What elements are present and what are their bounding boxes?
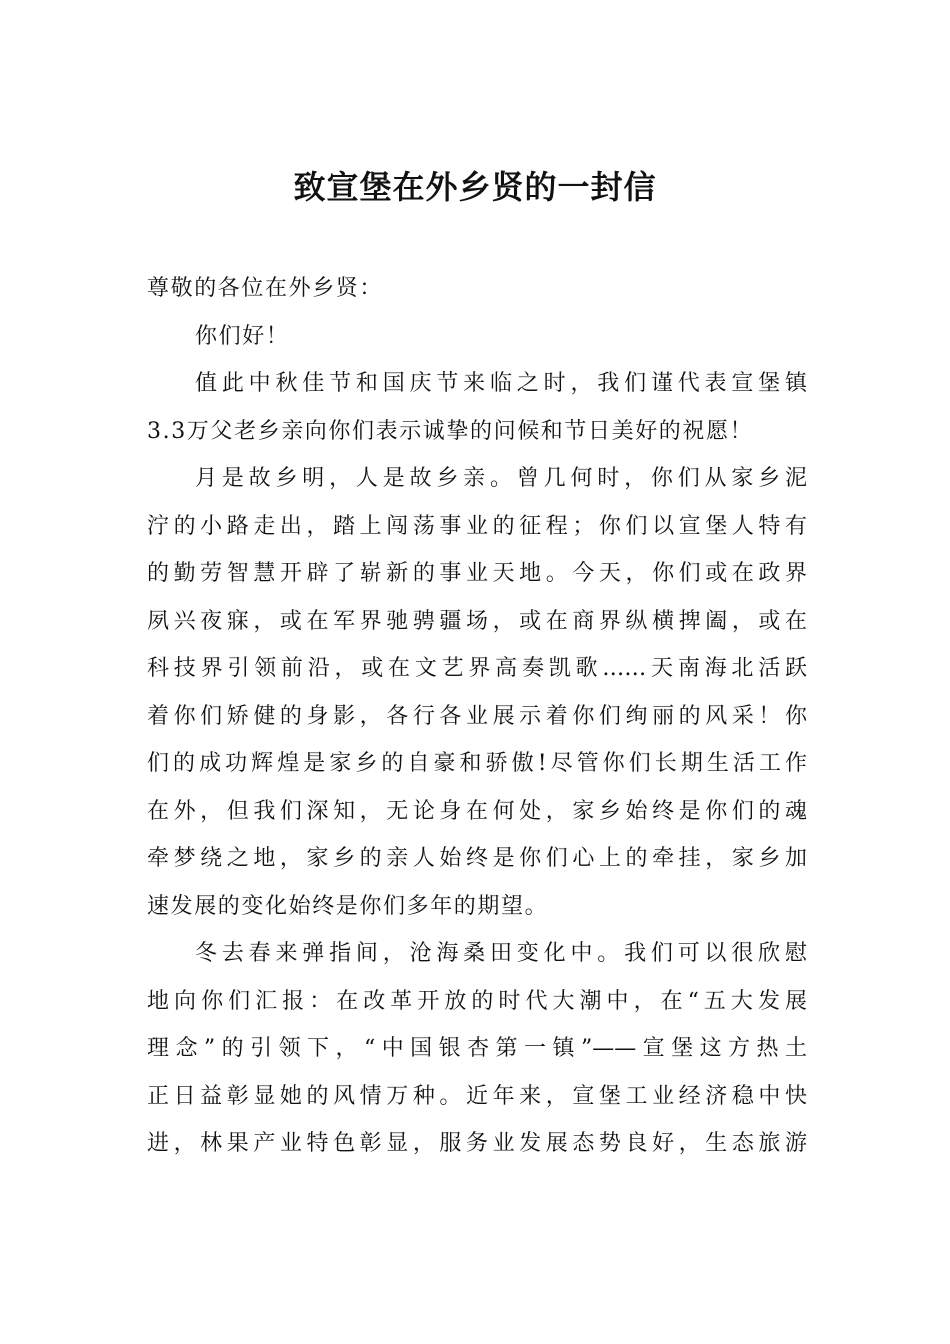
paragraph-3-line-7: 们的成功辉煌是家乡的自豪和骄傲!尽管你们长期生活工作 xyxy=(147,751,807,776)
paragraph-4-line-5: 进，林果产业特色彰显，服务业发展态势良好，生态旅游 xyxy=(147,1131,807,1156)
paragraph-4-line-2: 地向你们汇报：在改革开放的时代大潮中，在“五大发展 xyxy=(147,988,807,1014)
letter-body xyxy=(147,265,807,1168)
paragraph-3-line-10: 速发展的变化始终是你们多年的期望。 xyxy=(147,893,549,919)
paragraph-1-line-1: 你们好！ xyxy=(195,323,290,349)
paragraph-3-line-5: 科技界引领前沿，或在文艺界高奏凯歌……天南海北活跃 xyxy=(147,656,807,681)
paragraph-3-line-1: 月是故乡明，人是故乡亲。曾几何时，你们从家乡泥 xyxy=(195,466,807,491)
paragraph-3-line-9: 牵梦绕之地，家乡的亲人始终是你们心上的牵挂，家乡加 xyxy=(147,846,807,871)
paragraph-3-line-2: 泞的小路走出，踏上闯荡事业的征程；你们以宣堡人特有 xyxy=(147,513,807,539)
paragraph-3-line-4: 夙兴夜寐，或在军界驰骋疆场，或在商界纵横捭阖，或在 xyxy=(147,608,807,634)
paragraph-3-line-8: 在外，但我们深知，无论身在何处，家乡始终是你们的魂 xyxy=(147,798,807,824)
paragraph-4-line-1: 冬去春来弹指间，沧海桑田变化中。我们可以很欣慰 xyxy=(195,941,807,966)
paragraph-3-line-3: 的勤劳智慧开辟了崭新的事业天地。今天，你们或在政界 xyxy=(147,561,807,586)
salutation: 尊敬的各位在外乡贤： xyxy=(147,276,384,301)
paragraph-2-line-2: 3.3万父老乡亲向你们表示诚挚的问候和节日美好的祝愿！ xyxy=(147,418,754,444)
paragraph-2-line-1: 值此中秋佳节和国庆节来临之时，我们谨代表宣堡镇 xyxy=(195,371,807,396)
paragraph-3-line-6: 着你们矫健的身影，各行各业展示着你们绚丽的风采！你 xyxy=(147,703,807,729)
paragraph-4-line-3: 理念”的引领下，“中国银杏第一镇”——宣堡这方热土 xyxy=(147,1036,807,1061)
paragraph-4-line-4: 正日益彰显她的风情万种。近年来，宣堡工业经济稳中快 xyxy=(147,1083,807,1109)
letter-title: 致宣堡在外乡贤的一封信 xyxy=(293,168,657,206)
